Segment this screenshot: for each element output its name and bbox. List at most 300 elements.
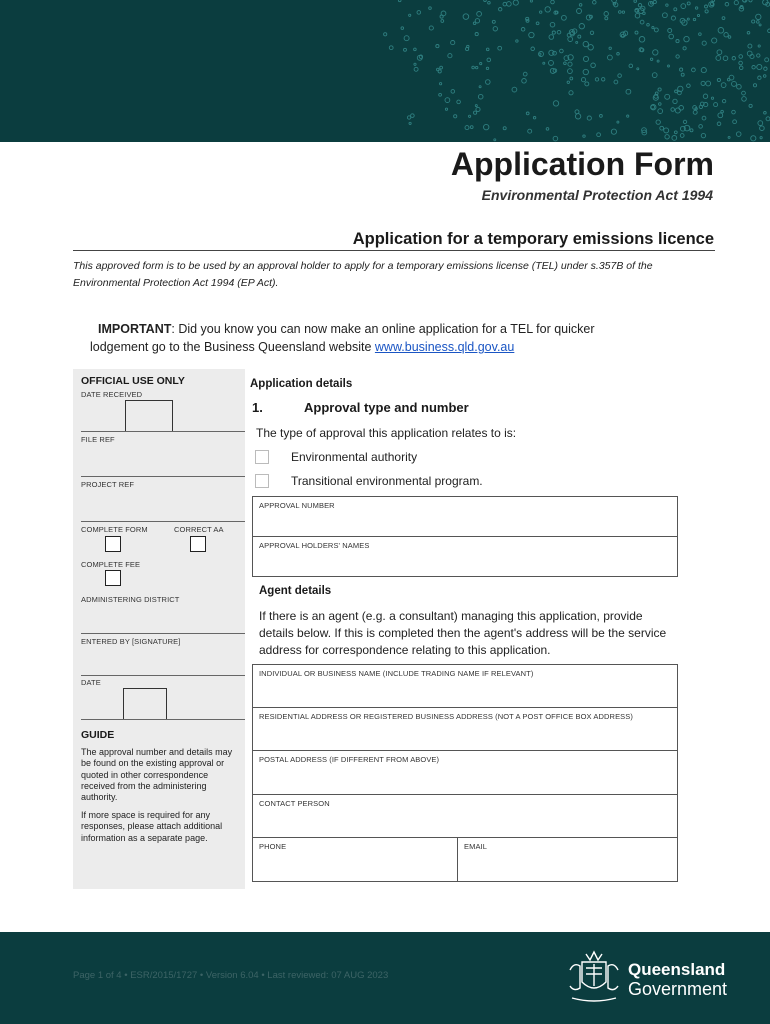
file-ref-label: FILE REF <box>81 435 115 444</box>
pattern-dot <box>716 56 721 61</box>
date-received-box <box>125 400 173 432</box>
footer-page-info: Page 1 of 4 • ESR/2015/1727 • Version 6.04 • Last reviewed: 07 AUG 2023 <box>73 970 389 981</box>
pattern-dot <box>568 62 572 66</box>
complete-fee-checkbox[interactable] <box>105 570 121 586</box>
pattern-dot <box>441 11 446 16</box>
pattern-dot <box>722 99 725 102</box>
pattern-dot <box>499 8 502 11</box>
pattern-dot <box>706 81 711 86</box>
pattern-dot <box>540 11 542 13</box>
pattern-dot <box>721 83 726 88</box>
pattern-dot <box>639 37 645 43</box>
dot-pattern-decoration <box>0 0 770 142</box>
pattern-dot <box>484 0 487 2</box>
pattern-dot <box>475 19 479 23</box>
pattern-dot <box>722 17 725 20</box>
pattern-dot <box>545 7 550 12</box>
pattern-dot <box>604 12 608 16</box>
pattern-dot <box>712 38 717 43</box>
pattern-dot <box>591 63 596 68</box>
transitional-program-label: Transitional environmental program. <box>291 474 483 488</box>
pattern-dot <box>614 80 618 84</box>
pattern-dot <box>702 41 706 45</box>
pattern-dot <box>470 126 473 129</box>
pattern-dot <box>516 40 518 42</box>
pattern-dot <box>568 69 573 74</box>
file-ref-line <box>81 476 245 477</box>
pattern-dot <box>551 0 555 4</box>
pattern-dot <box>757 54 760 57</box>
pattern-dot <box>487 58 491 62</box>
pattern-dot <box>663 13 668 18</box>
pattern-dot <box>672 136 677 141</box>
pattern-dot <box>654 28 658 32</box>
pattern-dot <box>492 20 495 23</box>
administering-district-line <box>81 633 245 634</box>
pattern-dot <box>674 8 677 11</box>
pattern-dot <box>734 1 738 5</box>
pattern-dot <box>668 65 670 67</box>
email-label: EMAIL <box>464 842 488 851</box>
intro-text: This approved form is to be used by an approval holder to apply for a temporary emissions license (TEL) under s.357B of the Environmental Protection Act 1994 (EP Act). <box>73 260 653 289</box>
approval-number-label: APPROVAL NUMBER <box>259 501 335 510</box>
pattern-dot <box>683 120 686 123</box>
contact-person-label: CONTACT PERSON <box>259 799 330 808</box>
pattern-dot <box>581 78 585 82</box>
administering-district-label: ADMINISTERING DISTRICT <box>81 595 180 604</box>
pattern-dot <box>533 117 535 119</box>
pattern-dot <box>404 48 407 51</box>
official-use-panel <box>73 369 245 889</box>
pattern-dot <box>512 87 517 92</box>
pattern-dot <box>749 0 752 2</box>
pattern-dot <box>701 133 705 137</box>
pattern-dot <box>710 3 713 6</box>
pattern-dot <box>404 36 409 41</box>
pattern-dot <box>409 14 411 16</box>
pattern-dot <box>732 57 735 60</box>
important-notice <box>90 320 610 356</box>
pattern-dot <box>570 77 573 80</box>
pattern-dot <box>717 122 721 126</box>
pattern-dot <box>553 136 558 141</box>
pattern-dot <box>668 29 672 33</box>
pattern-dot <box>705 10 708 13</box>
pattern-dot <box>583 135 585 137</box>
pattern-dot <box>451 90 455 94</box>
pattern-dot <box>764 112 767 115</box>
pattern-dot <box>414 63 416 65</box>
pattern-dot <box>429 7 432 10</box>
pattern-dot <box>666 4 668 6</box>
pattern-dot <box>553 51 557 55</box>
pattern-dot <box>739 66 743 70</box>
guide-paragraph-1: The approval number and details may be found on the existing approval or quoted in other correspondence received from the administering authority. <box>81 747 233 803</box>
pattern-dot <box>526 112 529 115</box>
pattern-dot <box>475 33 478 36</box>
pattern-dot <box>480 63 482 65</box>
pattern-dot <box>765 58 769 62</box>
pattern-dot <box>724 33 728 37</box>
pattern-dot <box>699 125 703 129</box>
pattern-dot <box>586 15 591 20</box>
important-text: : Did you know you can now make an online application for a TEL for quicker lodgement go to the Business Queensland website <box>90 322 595 354</box>
pattern-dot <box>705 5 708 8</box>
pattern-dot <box>651 105 655 109</box>
pattern-dot <box>671 16 675 20</box>
pattern-dot <box>440 83 442 85</box>
pattern-dot <box>711 97 713 99</box>
phone-label: PHONE <box>259 842 287 851</box>
pattern-dot <box>521 28 525 32</box>
pattern-dot <box>652 73 657 78</box>
pattern-dot <box>602 78 605 81</box>
pattern-dot <box>486 80 491 85</box>
pattern-dot <box>664 128 669 133</box>
agent-details-text: If there is an agent (e.g. a consultant) managing this application, provide details below. If this is completed then the agent's address will be the service address for correspondence relating to this application. <box>259 609 667 657</box>
pattern-dot <box>503 2 507 6</box>
pattern-dot <box>552 31 555 34</box>
pattern-dot <box>717 78 720 81</box>
correct-aa-checkbox[interactable] <box>190 536 206 552</box>
pattern-dot <box>680 68 683 71</box>
date-label: DATE <box>81 678 101 687</box>
complete-form-checkbox[interactable] <box>105 536 121 552</box>
pattern-dot <box>507 2 512 7</box>
pattern-dot <box>588 45 593 50</box>
pattern-dot <box>702 116 706 120</box>
brand-government: Government <box>628 979 728 999</box>
pattern-dot <box>553 101 558 106</box>
form-heading: Application for a temporary emissions licence <box>352 230 714 248</box>
pattern-dot <box>622 11 624 13</box>
pattern-dot <box>543 62 545 64</box>
pattern-dot <box>503 127 506 130</box>
heading-divider <box>73 250 715 251</box>
pattern-dot <box>626 89 631 94</box>
brand-name: Queensland <box>628 960 726 979</box>
pattern-dot <box>683 47 686 50</box>
pattern-dot <box>445 98 450 103</box>
environmental-authority-label: Environmental authority <box>291 450 418 464</box>
pattern-dot <box>617 121 619 123</box>
pattern-dot <box>757 64 762 69</box>
pattern-dot <box>494 139 496 141</box>
pattern-dot <box>679 106 684 111</box>
pattern-dot <box>752 20 755 23</box>
pattern-dot <box>417 11 421 15</box>
header-banner <box>0 0 770 142</box>
pattern-dot <box>760 137 762 139</box>
pattern-dot <box>398 0 401 2</box>
project-ref-label: PROJECT REF <box>81 480 135 489</box>
pattern-dot <box>414 67 418 71</box>
pattern-dot <box>701 81 705 85</box>
pattern-dot <box>437 68 440 71</box>
pattern-dot <box>463 14 469 20</box>
pattern-dot <box>717 50 722 55</box>
pattern-dot <box>560 49 564 53</box>
pattern-dot <box>634 0 637 2</box>
approval-holders-field[interactable] <box>252 536 678 577</box>
pattern-dot <box>752 66 755 69</box>
pattern-dot <box>757 21 760 24</box>
pattern-dot <box>600 115 603 118</box>
pattern-dot <box>486 67 488 69</box>
pattern-dot <box>749 104 752 107</box>
pattern-dot <box>493 27 497 31</box>
pattern-dot <box>476 66 478 68</box>
pattern-dot <box>756 14 761 19</box>
pattern-dot <box>656 120 660 124</box>
pattern-dot <box>742 97 747 102</box>
pattern-dot <box>531 47 535 51</box>
pattern-dot <box>578 35 581 38</box>
pattern-dot <box>692 68 696 72</box>
pattern-dot <box>718 28 724 34</box>
important-label: IMPORTANT <box>98 322 172 336</box>
complete-fee-label: COMPLETE FEE <box>81 560 141 569</box>
pattern-dot <box>693 18 695 20</box>
pattern-dot <box>627 115 629 117</box>
pattern-dot <box>440 66 443 69</box>
pattern-dot <box>569 91 573 95</box>
phone-field[interactable] <box>252 837 458 882</box>
pattern-dot <box>675 108 680 113</box>
business-name-label: INDIVIDUAL OR BUSINESS NAME (INCLUDE TRADING NAME IF RELEVANT) <box>259 669 534 678</box>
pattern-dot <box>701 68 706 73</box>
pattern-dot <box>409 122 411 124</box>
approval-type-question: The type of approval this application relates to is: <box>256 426 517 440</box>
pattern-dot <box>638 3 641 6</box>
pattern-dot <box>498 46 502 50</box>
pattern-dot <box>555 11 558 14</box>
pattern-dot <box>669 34 674 39</box>
pattern-dot <box>476 107 480 111</box>
pattern-dot <box>389 46 393 50</box>
pattern-dot <box>687 18 689 20</box>
pattern-dot <box>605 17 608 20</box>
pattern-dot <box>439 93 442 96</box>
pattern-dot <box>652 27 654 29</box>
pattern-dot <box>759 24 761 26</box>
pattern-dot <box>676 55 679 58</box>
pattern-dot <box>475 105 477 107</box>
date-line <box>81 719 245 720</box>
pattern-dot <box>529 32 534 37</box>
pattern-dot <box>657 60 659 62</box>
pattern-dot <box>429 26 433 30</box>
pattern-dot <box>478 94 483 99</box>
pattern-dot <box>714 103 718 107</box>
pattern-dot <box>684 36 689 41</box>
pattern-dot <box>737 84 742 89</box>
pattern-dot <box>760 126 765 131</box>
pattern-dot <box>577 9 582 14</box>
page-subtitle: Environmental Protection Act 1994 <box>481 187 713 203</box>
guide-paragraph-2: If more space is required for any responses, please attach additional information as a separate page. <box>81 810 223 843</box>
pattern-dot <box>469 115 471 117</box>
residential-address-label: RESIDENTIAL ADDRESS OR REGISTERED BUSINESS ADDRESS (NOT A POST OFFICE BOX ADDRESS) <box>259 712 633 721</box>
business-qld-link[interactable]: www.business.qld.gov.au <box>374 340 515 354</box>
pattern-dot <box>647 24 650 27</box>
postal-address-label: POSTAL ADDRESS (IF DIFFERENT FROM ABOVE) <box>259 755 440 764</box>
pattern-dot <box>486 48 489 51</box>
pattern-dot <box>718 113 723 118</box>
pattern-dot <box>585 82 589 86</box>
agent-details-heading: Agent details <box>259 585 332 597</box>
page-title: Application Form <box>450 146 714 182</box>
pattern-dot <box>523 72 527 76</box>
pattern-dot <box>568 37 573 42</box>
pattern-dot <box>479 86 481 88</box>
pattern-dot <box>384 33 387 36</box>
pattern-dot <box>587 116 591 120</box>
pattern-dot <box>528 129 532 133</box>
pattern-dot <box>640 20 644 24</box>
pattern-dot <box>445 108 447 110</box>
pattern-dot <box>766 117 770 121</box>
approval-number-field[interactable] <box>252 496 678 537</box>
pattern-dot <box>522 79 527 84</box>
pattern-dot <box>465 126 469 130</box>
pattern-dot <box>550 22 555 27</box>
complete-form-label: COMPLETE FORM <box>81 525 148 534</box>
pattern-dot <box>681 73 684 76</box>
queensland-crest-icon <box>564 948 624 1006</box>
environmental-authority-checkbox[interactable] <box>255 450 269 464</box>
pattern-dot <box>736 132 741 137</box>
pattern-dot <box>658 109 663 114</box>
pattern-dot <box>590 31 593 34</box>
pattern-dot <box>729 75 734 80</box>
pattern-dot <box>448 54 452 58</box>
pattern-dot <box>407 116 410 119</box>
official-use-heading: OFFICIAL USE ONLY <box>81 375 185 387</box>
pattern-dot <box>629 64 633 68</box>
pattern-dot <box>635 13 640 18</box>
pattern-dot <box>650 58 652 60</box>
pattern-dot <box>721 110 724 113</box>
date-received-label: DATE RECEIVED <box>81 390 143 399</box>
pattern-dot <box>593 1 597 5</box>
pattern-dot <box>477 12 482 17</box>
project-ref-line <box>81 521 245 522</box>
pattern-dot <box>436 45 439 48</box>
pattern-dot <box>733 120 737 124</box>
pattern-dot <box>728 36 731 39</box>
pattern-dot <box>611 129 616 134</box>
pattern-dot <box>681 4 686 9</box>
pattern-dot <box>608 55 613 60</box>
pattern-dot <box>763 75 766 78</box>
date-received-line <box>81 431 245 432</box>
pattern-dot <box>451 41 455 45</box>
pattern-dot <box>753 84 756 87</box>
residential-address-field[interactable] <box>252 707 678 751</box>
postal-address-field[interactable] <box>252 750 678 795</box>
pattern-dot <box>575 114 580 119</box>
pattern-dot <box>695 7 697 9</box>
pattern-dot <box>660 126 664 130</box>
pattern-dot <box>609 47 611 49</box>
pattern-dot <box>612 0 617 3</box>
pattern-dot <box>658 88 661 91</box>
pattern-dot <box>703 94 707 98</box>
approval-holders-label: APPROVAL HOLDERS' NAMES <box>259 541 370 550</box>
pattern-dot <box>674 131 677 134</box>
pattern-dot <box>693 110 697 114</box>
pattern-dot <box>637 68 639 70</box>
pattern-dot <box>583 41 588 46</box>
pattern-dot <box>488 1 491 4</box>
business-name-field[interactable] <box>252 664 678 708</box>
email-field[interactable] <box>457 837 678 882</box>
pattern-dot <box>739 55 743 59</box>
pattern-dot <box>562 15 567 20</box>
pattern-dot <box>653 50 658 55</box>
pattern-dot <box>441 20 444 23</box>
pattern-dot <box>732 110 736 114</box>
entered-by-label: ENTERED BY [SIGNATURE] <box>81 637 181 646</box>
pattern-dot <box>680 134 684 138</box>
pattern-dot <box>758 45 760 47</box>
pattern-dot <box>414 48 417 51</box>
pattern-dot <box>530 0 532 2</box>
pattern-dot <box>742 91 746 95</box>
pattern-dot <box>687 84 691 88</box>
pattern-dot <box>671 108 675 112</box>
pattern-dot <box>619 11 622 14</box>
pattern-dot <box>764 67 767 70</box>
pattern-dot <box>576 41 578 43</box>
pattern-dot <box>401 27 404 30</box>
pattern-dot <box>723 56 728 61</box>
pattern-dot <box>564 62 567 65</box>
pattern-dot <box>675 90 678 93</box>
section-number: 1. <box>252 400 263 415</box>
pattern-dot <box>457 100 461 104</box>
pattern-dot <box>467 45 469 47</box>
pattern-dot <box>748 44 752 48</box>
pattern-dot <box>747 31 750 34</box>
correct-aa-label: CORRECT AA <box>174 525 224 534</box>
pattern-dot <box>484 124 489 129</box>
pattern-dot <box>549 60 554 65</box>
pattern-dot <box>513 0 518 5</box>
pattern-dot <box>583 56 588 61</box>
transitional-program-checkbox[interactable] <box>255 474 269 488</box>
pattern-dot <box>474 111 477 114</box>
pattern-dot <box>758 76 761 79</box>
section-title: Approval type and number <box>304 400 469 415</box>
pattern-dot <box>673 99 677 103</box>
contact-person-field[interactable] <box>252 794 678 838</box>
guide-heading: GUIDE <box>81 729 115 741</box>
pattern-dot <box>751 136 756 141</box>
pattern-dot <box>747 51 752 56</box>
pattern-dot <box>728 136 730 138</box>
pattern-dot <box>676 40 679 43</box>
pattern-dot <box>454 115 457 118</box>
application-details-heading: Application details <box>250 378 353 390</box>
pattern-dot <box>739 61 743 65</box>
pattern-dot <box>539 53 541 55</box>
pattern-dot <box>697 14 699 16</box>
date-box <box>123 688 167 720</box>
pattern-dot <box>712 0 715 2</box>
pattern-dot <box>595 78 598 81</box>
